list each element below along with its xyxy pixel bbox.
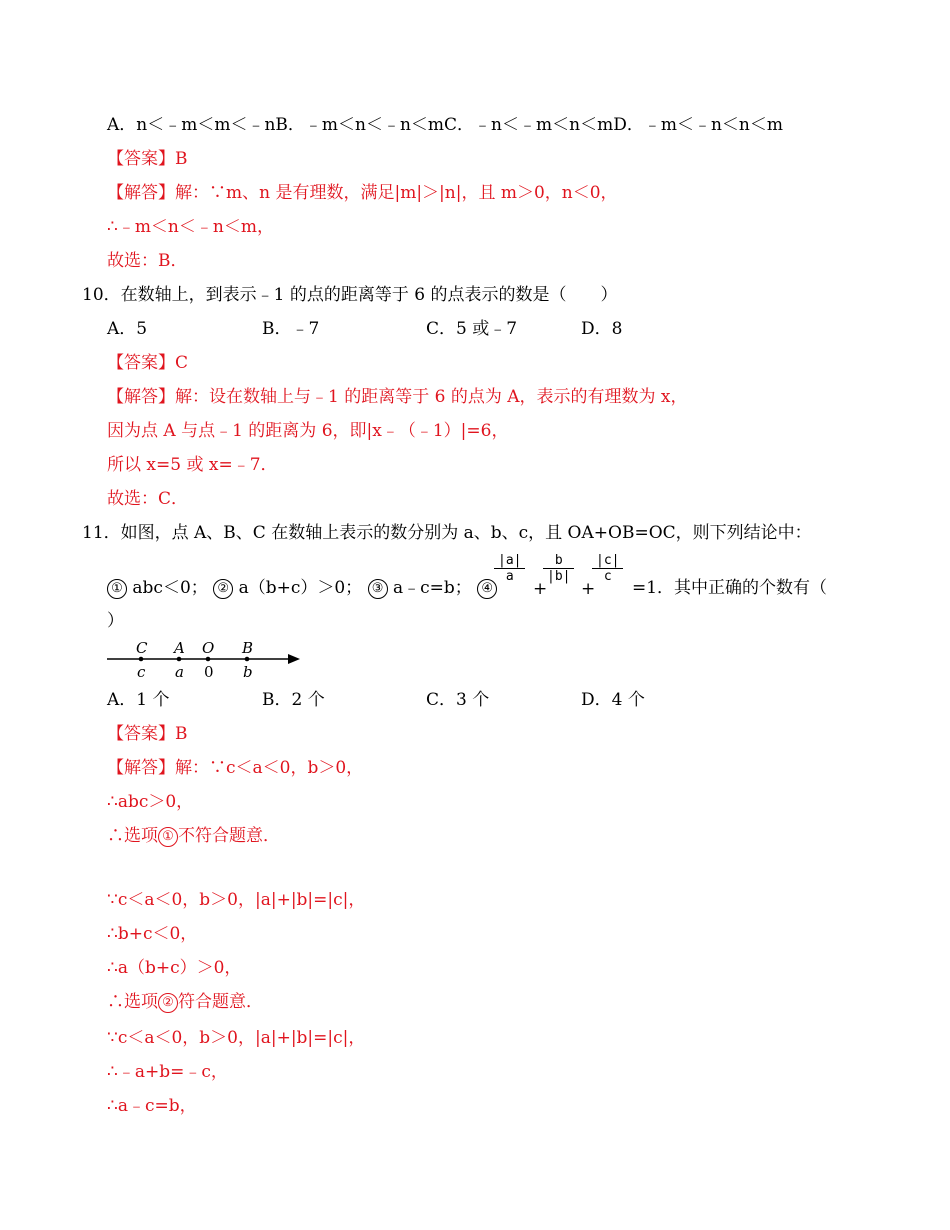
fraction-b-over-abs-b: $\frac{b}{|b|}$ — [543, 553, 574, 584]
fraction-abs-a-over-a: $\frac{|a|}{a}$ — [494, 553, 525, 584]
statement-2: a（b+c）＞0； — [238, 578, 363, 598]
q11-solution-line8: ∵c＜a＜0，b＞0，|a|+|b|=|c|， — [107, 1028, 366, 1048]
statement-3: a﹣c=b； — [393, 578, 472, 598]
q11-option-c: C．3 个 — [426, 690, 490, 710]
axis-arrow-icon — [288, 654, 300, 664]
q10-option-a: A．5 — [107, 319, 148, 339]
label-bottom-c: c — [137, 663, 146, 681]
q10-stem: 10．在数轴上，到表示﹣1 的点的距离等于 6 的点表示的数是（ ） — [82, 285, 618, 305]
q11-solution-line9: ∴﹣a+b=﹣c， — [107, 1062, 228, 1082]
circled-2-red: ② — [158, 993, 178, 1013]
point-a — [177, 657, 182, 662]
circled-1: ① — [107, 579, 127, 599]
q10-solution-line4: 故选：C． — [107, 489, 189, 509]
q11-option-b: B．2 个 — [262, 690, 325, 710]
label-bottom-a: a — [175, 663, 184, 681]
label-bottom-b: b — [243, 663, 253, 681]
point-b — [245, 657, 250, 662]
q11-option-d: D．4 个 — [581, 690, 645, 710]
plus-sign-2: + — [581, 579, 596, 599]
q11-answer: 【答案】B — [107, 724, 188, 744]
q9-solution-line1: 【解答】解：∵m、n 是有理数，满足|m|＞|n|，且 m＞0，n＜0， — [107, 183, 618, 203]
q11-stem: 11．如图，点 A、B、C 在数轴上表示的数分别为 a、b、c，且 OA+OB=OC，则下列结论中： — [82, 523, 812, 543]
circled-3: ③ — [368, 579, 388, 599]
q10-solution-line3: 所以 x=5 或 x=﹣7． — [107, 455, 278, 475]
q10-option-c: C．5 或﹣7 — [426, 319, 518, 339]
q9-solution-line2: ∴﹣m＜n＜﹣n＜m， — [107, 217, 274, 237]
number-line-figure — [105, 638, 305, 682]
q9-answer: 【答案】B — [107, 149, 188, 169]
q10-solution-line2: 因为点 A 与点﹣1 的距离为 6，即|x﹣（﹣1）|=6， — [107, 421, 509, 441]
circled-1-red: ① — [158, 827, 178, 847]
q10-option-b: B．﹣7 — [262, 319, 320, 339]
q9-options: A．n＜﹣m＜m＜﹣nB．﹣m＜n＜﹣n＜mC．﹣n＜﹣m＜n＜mD．﹣m＜﹣n＜n＜m — [107, 115, 783, 135]
label-top-a: A — [174, 639, 185, 657]
label-top-o: O — [202, 639, 215, 657]
circled-2: ② — [213, 579, 233, 599]
q11-solution-line1: 【解答】解：∵c＜a＜0，b＞0， — [107, 758, 364, 778]
label-top-b: B — [242, 639, 254, 657]
q11-statements — [107, 577, 497, 599]
label-top-c: C — [136, 639, 148, 657]
plus-sign-1: + — [533, 579, 548, 599]
q11-close-paren: ） — [107, 611, 124, 631]
q11-solution-line5: ∴b+c＜0， — [107, 924, 198, 944]
circled-4: ④ — [477, 579, 497, 599]
q11-solution-line10: ∴a﹣c=b， — [107, 1096, 197, 1116]
q11-option-a: A．1 个 — [107, 690, 170, 710]
q11-solution-line7: ∴选项 ② 符合题意． — [107, 992, 263, 1012]
fraction-abs-c-over-c: $\frac{|c|}{c}$ — [592, 553, 623, 584]
q10-answer: 【答案】C — [107, 353, 189, 373]
q11-solution-line4: ∵c＜a＜0，b＞0，|a|+|b|=|c|， — [107, 890, 366, 910]
label-bottom-0: 0 — [204, 663, 214, 681]
q11-statement-tail: =1．其中正确的个数有（ — [632, 578, 828, 598]
q9-solution-line3: 故选：B． — [107, 251, 188, 271]
point-o — [206, 657, 211, 662]
q11-solution-line3: ∴选项 ① 不符合题意． — [107, 826, 280, 846]
q11-solution-line2: ∴abc＞0， — [107, 792, 194, 812]
point-c — [139, 657, 144, 662]
q10-solution-line1: 【解答】解：设在数轴上与﹣1 的距离等于 6 的点为 A，表示的有理数为 x， — [107, 387, 688, 407]
statement-1: abc＜0； — [132, 578, 208, 598]
q10-option-d: D．8 — [581, 319, 623, 339]
q11-solution-line6: ∴a（b+c）＞0， — [107, 958, 242, 978]
